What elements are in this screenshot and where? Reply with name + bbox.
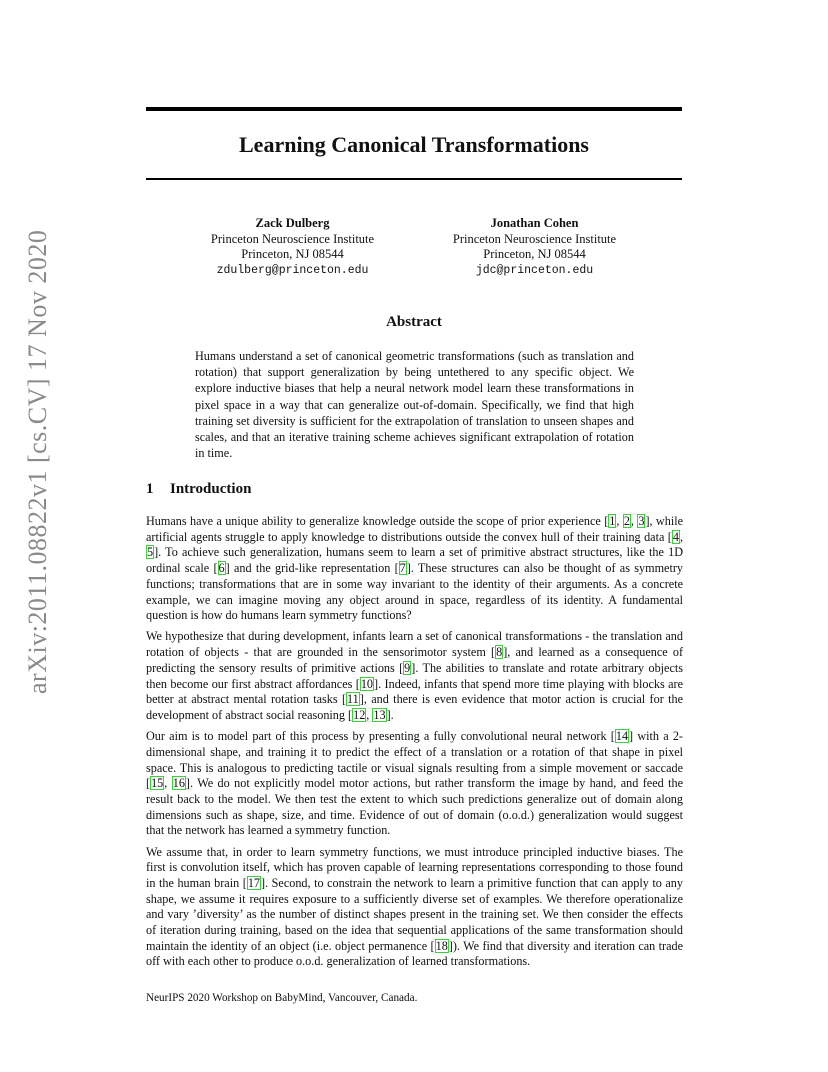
paragraph-text: . Indeed, infants that spend more time playing with blocks are better at abstract mental rotation tasks — [146, 676, 683, 707]
paragraph-text: , and there is even evidence that motor action is crucial for the development of abstract social reasoning — [146, 692, 683, 722]
paragraph-text: Humans have a unique ability to generalize knowledge outside the scope of prior experience — [146, 514, 605, 528]
paragraph-text: . We do not explicitly model motor actions, but rather transform the image by hand, and feed the result back to the model. We then test the extent to which such predictions generalize out of domain along dimensions such as shape, size, and time. Evidence of out of domain (o.o.d.) generalization would suggest that the network has learned a symmetry function. — [146, 776, 684, 838]
paragraph-text: . Second, to constrain the network to learn a primitive function that can apply to any shape, we assume it requires exposure to a sufficiently diverse set of examples. We therefore operationalize and vary ’diversity’ as the number of distinct shapes present in the training set. We then consider the effects of iteration during training, based on the idea that sequential applications of the same transformation should maintain the identity of an object (i.e. object permanence — [146, 875, 683, 953]
author-email: zdulberg@princeton.edu — [216, 263, 369, 277]
section-title: Introduction — [170, 481, 252, 497]
title-top-rule — [146, 107, 682, 111]
citation-link[interactable]: 16 — [172, 776, 185, 791]
author-location: Princeton, NJ 08544 — [483, 247, 586, 261]
paragraph-text: , while artificial agents struggle to apply knowledge to distributions outside the convex hull of their training data — [146, 514, 684, 544]
paragraph-text: ). We find that diversity and iteration can trade off with each other to produce o.o.d. generalization of learned transformations. — [146, 938, 684, 969]
citation: [17] — [242, 875, 266, 890]
citation: [8] — [491, 645, 508, 660]
author-name: Jonathan Cohen — [490, 216, 579, 230]
paragraph — [146, 629, 683, 723]
section-heading — [146, 481, 251, 498]
paragraph — [146, 514, 683, 624]
author-email: jdc@princeton.edu — [475, 263, 594, 277]
paragraph-text: , and learned as a consequence of predicting the sensory results of primitive actions — [146, 645, 684, 675]
paragraph-text: We assume that, in order to learn symmetry functions, we must introduce principled inductive biases. The first is convolution itself, which has proven capable of learning representations corresponding to those found in the human brain — [146, 844, 683, 890]
author-block-2 — [432, 216, 637, 278]
title-bottom-rule — [146, 178, 682, 180]
citation-link[interactable]: 2 — [623, 514, 630, 528]
arxiv-stamp: arXiv:2011.08822v1 [cs.CV] 17 Nov 2020 — [23, 229, 52, 694]
citation-link[interactable]: 10 — [360, 676, 374, 691]
citation-link[interactable]: 15 — [151, 776, 164, 791]
paragraph-text: . — [390, 707, 394, 722]
citation: [7] — [394, 561, 411, 576]
citation: [18] — [430, 938, 453, 953]
paragraph-text: . To achieve such generalization, humans seem to learn a set of primitive abstract structures, like the 1D ordinal scale — [146, 545, 683, 576]
paragraph-text: with a 2-dimensional shape, and training it to predict the effect of a translation or a rotation of that shape in pixel space. This is analogous to predicting tactile or visual signals resulting from a simple movement or saccade — [146, 729, 683, 775]
citation-link[interactable]: 17 — [247, 875, 260, 890]
citation: [12, 13] — [348, 707, 391, 722]
paragraph-text: and the grid-like representation — [229, 561, 395, 576]
paragraph — [146, 729, 683, 839]
citation-link[interactable]: 14 — [615, 729, 629, 744]
citation-link[interactable]: 11 — [347, 692, 359, 707]
citation: [1, 2, 3] — [604, 514, 650, 528]
citation-link[interactable]: 7 — [399, 561, 406, 576]
citation: [10] — [355, 676, 379, 691]
paragraph-text: We hypothesize that during development, infants learn a set of canonical transformations - the translation and rotation of objects - that are grounded in the sensorimotor system — [146, 629, 683, 660]
citation-link[interactable]: 4 — [672, 529, 679, 544]
citation-link[interactable]: 12 — [353, 707, 366, 722]
paragraph — [146, 845, 683, 971]
citation-link[interactable]: 5 — [147, 545, 154, 560]
abstract-text: Humans understand a set of canonical geometric transformations (such as translation and rotation) that support generalization by being untethered to any specific object. We explore inductive biases that help a neural network model learn these transformations in pixel space in a way that can generalize out-of-domain. Specifically, we find that high training set diversity is sufficient for the extrapolation of translation to unseen shapes and scales, and that an iterative training scheme achieves significant extrapolation of rotation in time. — [195, 349, 634, 461]
paper-title: Learning Canonical Transformations — [239, 132, 589, 157]
citation: [15, 16] — [146, 776, 190, 791]
citation: [6] — [213, 561, 230, 576]
citation-link[interactable]: 6 — [218, 561, 225, 576]
section-number: 1 — [146, 481, 154, 497]
body-text — [146, 514, 683, 976]
abstract-heading: Abstract — [386, 314, 442, 330]
footer-venue: NeurIPS 2020 Workshop on BabyMind, Vancouver, Canada. — [146, 992, 418, 1004]
paragraph-text: Our aim is to model part of this process by presenting a fully convolutional neural network — [146, 729, 611, 744]
paragraph-text: . The abilities to translate and rotate arbitrary objects then become our first abstract affordances — [146, 660, 683, 691]
paragraph-text: . These structures can also be thought of as symmetry functions; transformations that are in some way invariant to the identity of their arguments. As a concrete example, we can imagine moving any object around in space, regardless of its identity. A fundamental question is how do humans learn symmetry functions? — [146, 561, 683, 623]
citation-link[interactable]: 9 — [404, 660, 411, 675]
citation-link[interactable]: 1 — [609, 514, 616, 528]
citation-link[interactable]: 8 — [496, 645, 503, 660]
citation: [9] — [399, 660, 416, 675]
citation-link[interactable]: 3 — [638, 514, 645, 528]
citation-link[interactable]: 18 — [435, 938, 448, 953]
citation-link[interactable]: 13 — [373, 707, 386, 722]
citation: [11] — [341, 692, 364, 707]
author-affiliation: Princeton Neuroscience Institute — [452, 231, 617, 246]
author-location: Princeton, NJ 08544 — [241, 247, 344, 261]
author-affiliation: Princeton Neuroscience Institute — [210, 231, 375, 246]
author-name: Zack Dulberg — [255, 216, 330, 230]
author-block-1 — [190, 216, 395, 278]
citation: [4, 5] — [147, 529, 683, 560]
citation: [14] — [610, 729, 634, 744]
